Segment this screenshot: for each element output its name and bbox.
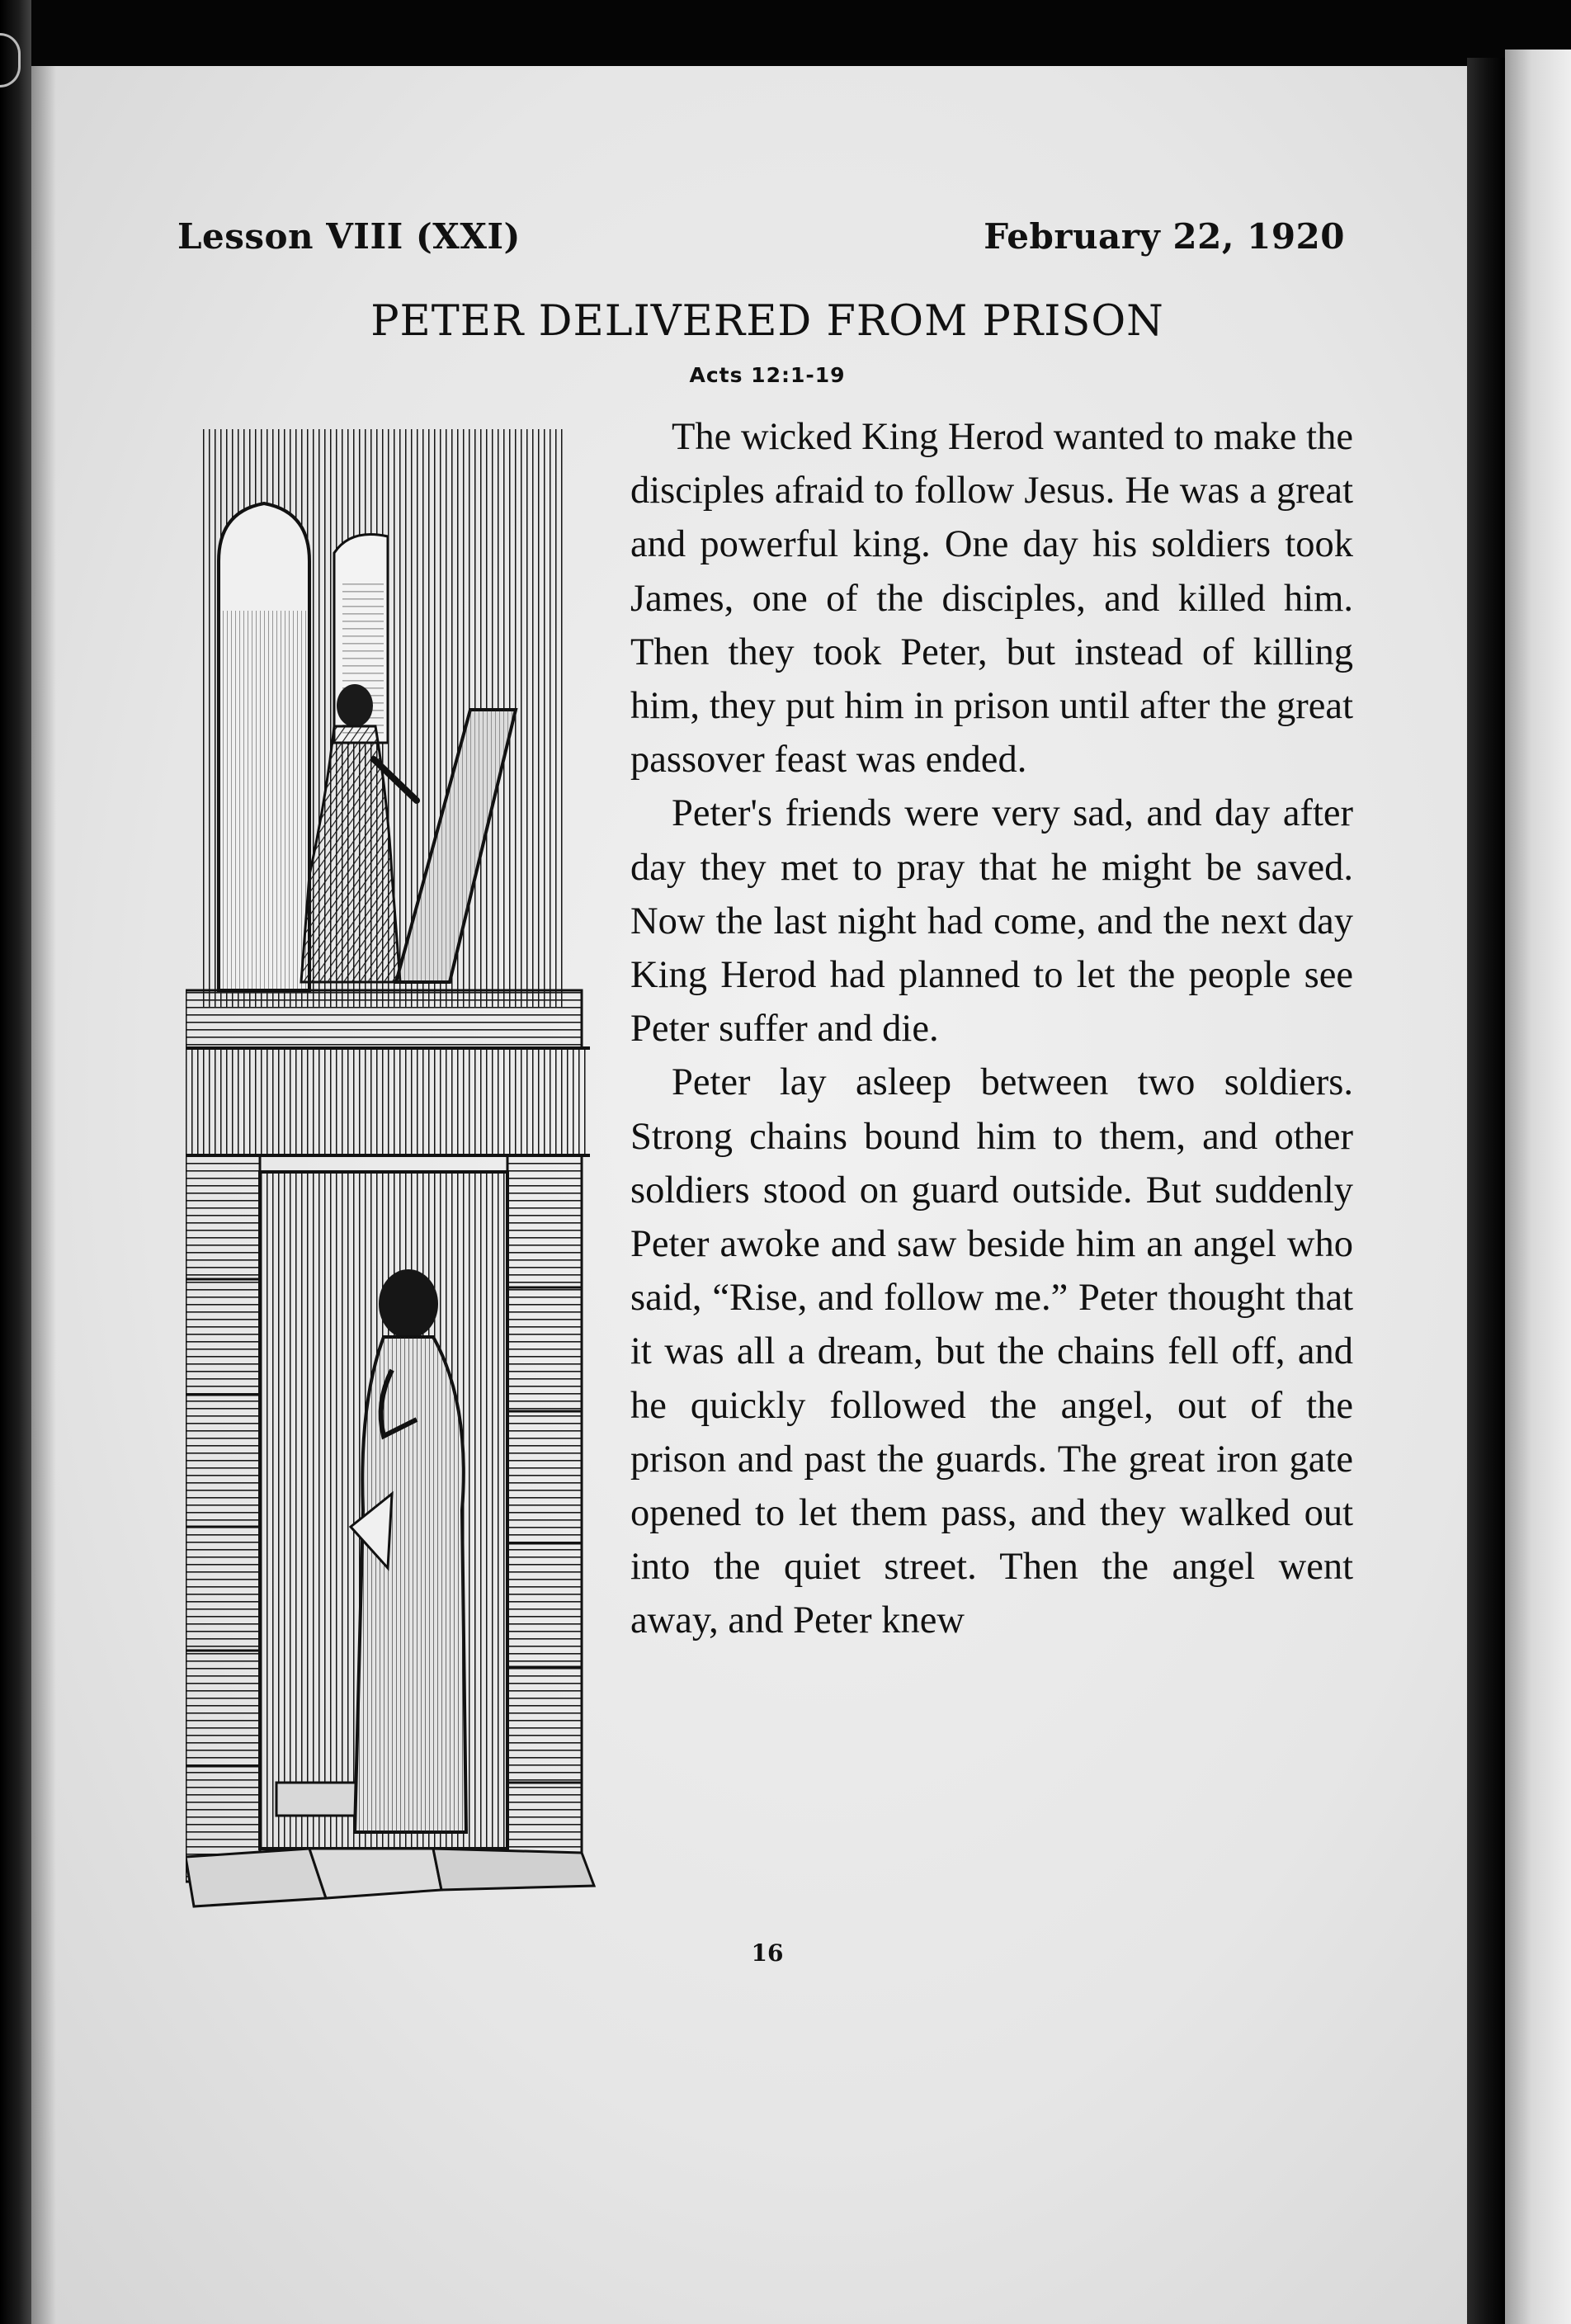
paragraph: The wicked King Herod wanted to make the disciples afraid to follow Jesus. He was a great and powerful king. One day his soldiers took James, one of the disciples, and killed him. Then they took Peter, but instead of killing him, they put him in prison until after the great passover feast was ended.	[630, 416, 1353, 782]
scanner-frame-left	[0, 0, 31, 2324]
facing-page-edge	[1505, 50, 1571, 2324]
lesson-date: February 22, 1920	[984, 216, 1345, 257]
paragraph: Peter's friends were very sad, and day after day they met to pray that he might be saved. Now the last night had come, and the next day King Herod had planned to let the people see Peter suffer and die.	[630, 792, 1353, 1051]
lesson-title: PETER DELIVERED FROM PRISON	[370, 297, 1164, 346]
lesson-number: Lesson VIII (XXI)	[177, 216, 521, 257]
lesson-text	[630, 410, 1353, 1648]
book-spine	[1467, 58, 1505, 2324]
page-number: 16	[751, 1939, 784, 1967]
scripture-reference: Acts 12:1-19	[689, 363, 846, 387]
prison-engraving	[186, 413, 598, 1939]
page-shadow	[31, 66, 56, 2324]
paragraph: Peter lay asleep between two soldiers. Strong chains bound him to them, and other soldiers stood on guard outside. But suddenly Peter awoke and saw beside him an angel who said, “Rise, and follow me.” Peter thought that it was all a dream, but the chains fell off, and he quickly followed the angel, out of the prison and past the guards. The great iron gate opened to let them pass, and they walked out into the quiet street. Then the angel went away, and Peter knew	[630, 1061, 1353, 1642]
